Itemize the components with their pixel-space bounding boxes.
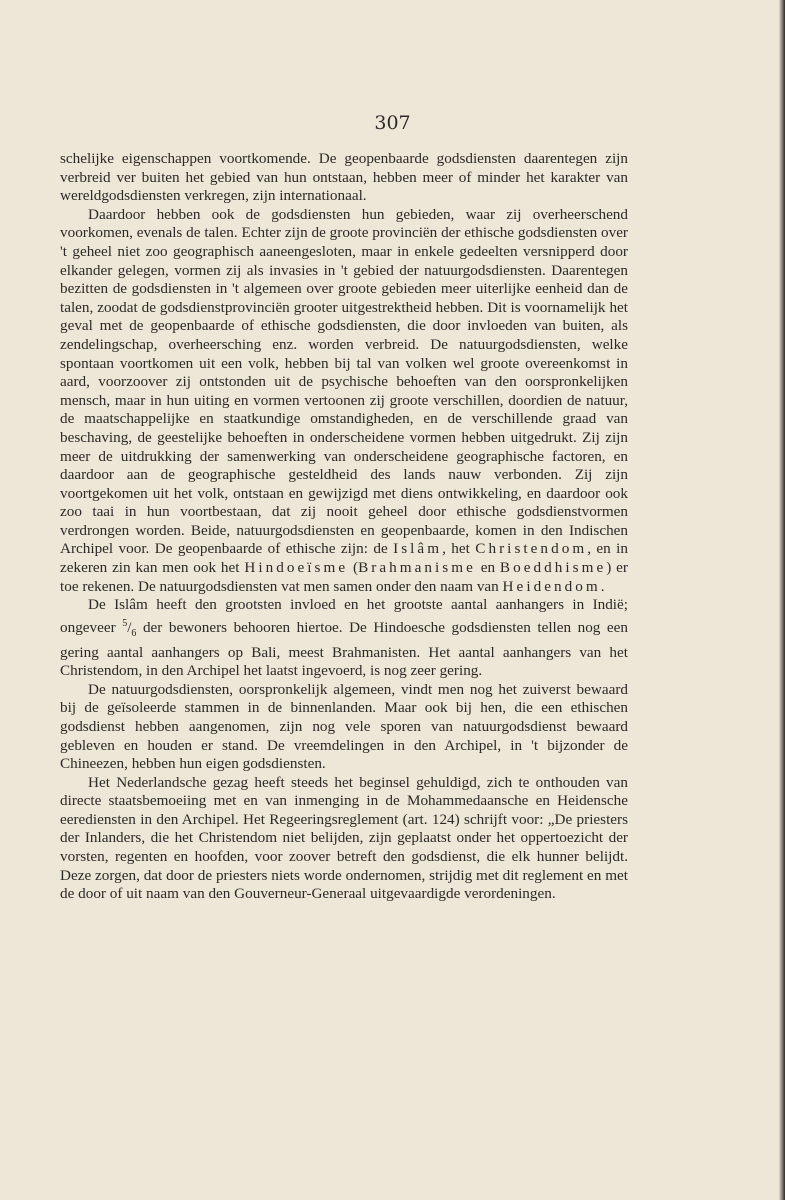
paragraph-2-text-a: Daardoor hebben ook de godsdiensten hun gebieden, waar zij overheerschend voorkomen, evenals de talen. Echter zijn de groote provinciën der ethische godsdiensten over 't geheel niet zoo geographisch aaneengesloten, maar in enkele gedeelten versnipperd door elkander gelegen, vormen zij als invasies in 't gebied der natuurgodsdiensten. Daarentegen bezitten de godsdiensten in 't algemeen over groote gebieden meer uiterlijke eenheid dan de talen, zoodat de godsdienstprovinciën grooter uitgestrektheid hebben. Dit is voornamelijk het geval met de geopenbaarde of ethische godsdiensten, die door invloeden van buiten, als zendelingschap, overheersching enz. worden verbreid. De natuurgodsdiensten, welke spontaan voortkomen uit een volk, hebben bij tal van volken wel groote overeenkomst in aard, voorzoover zij ontstonden uit de psychische behoeften van den oorspronkelijken mensch, maar in hun uiting en vormen vertoonen zij groote verschillen, doordien de natuur, de maatschappelijke en staatkundige omstandigheden, en de verschillende graad van beschaving, de geestelijke behoeften in onderscheidene vormen hebben uitgedrukt. Zij zijn meer de uitdrukking der samenwerking van onderscheidene geographische factoren, en daardoor aan de geographische gesteldheid des lands nauw verbonden. Zij zijn voortgekomen uit het volk, ontstaan en gewijzigd met diens ontwikkeling, en daardoor ook zoo taai in hun voortbestaan, dat zij nooit geheel door ethische godsdienstvormen verdrongen worden. Beide, natuurgodsdiensten en geopenbaarde, komen in den Indischen Archipel voor. De geopenbaarde of ethische zijn: de — [60, 205, 628, 558]
paragraph-5 — [60, 774, 628, 904]
fraction-denominator: 6 — [131, 627, 137, 639]
fraction-five-sixths — [122, 617, 137, 639]
paragraph-4 — [60, 681, 628, 774]
term-hindoeisme: Hindoeïsme — [244, 559, 349, 577]
paragraph-2 — [60, 206, 628, 596]
paragraph-2-text-c: , en in zekeren zin kan men ook het — [60, 540, 628, 577]
term-heidendom: Heidendom — [502, 577, 601, 595]
page-number: 307 — [374, 112, 411, 134]
paragraph-1 — [60, 150, 628, 206]
term-islam: Islâm — [393, 540, 443, 558]
fraction-numerator: 5 — [122, 617, 128, 629]
paragraph-4-text: De natuurgodsdiensten, oorspronkelijk algemeen, vindt men nog het zuiverst bewaard bij de geïsoleerde stammen in de binnenlanden. Maar ook bij hen, die een ethischen godsdienst hebben aangenomen, zijn nog vele sporen van natuurgodsdienst bewaard gebleven en houden er stand. De vreemdelingen in den Archipel, in 't bijzonder de Chineezen, hebben hun eigen godsdiensten. — [60, 680, 628, 773]
term-boeddhisme: Boeddhisme — [499, 559, 607, 577]
term-christendom: Christendom — [475, 540, 588, 558]
paragraph-3-text-a: De Islâm heeft den grootsten invloed en het grootste aantal aanhangers in Indië; ongeveer — [60, 596, 628, 636]
paragraph-1-text: schelijke eigenschappen voortkomende. De geopenbaarde godsdiensten daarentegen zijn verbreid ver buiten het gebied van hun ontstaan, hebben meer of minder het karakter van wereldgodsdiensten verkregen, zijn internationaal. — [60, 150, 628, 205]
paragraph-2-text-b: , het — [442, 540, 476, 558]
paragraph-2-text-e: en — [475, 559, 500, 577]
paragraph-2-text-d: ( — [348, 559, 359, 577]
paragraph-3-text-b: der bewoners behooren hiertoe. De Hindoesche godsdiensten tellen nog een gering aantal aanhangers op Bali, meest Brahmanisten. Het aantal aanhangers van het Christendom, in den Archipel het laatst ingevoerd, is nog zeer gering. — [60, 618, 628, 680]
paragraph-2-text-f: ) er toe rekenen. De natuurgodsdiensten vat men samen onder den naam van — [60, 559, 628, 595]
body-text — [60, 150, 628, 904]
paragraph-2-text-g: . — [600, 577, 605, 595]
term-brahmanisme: Brahmanisme — [358, 559, 476, 577]
fraction-slash: / — [127, 618, 132, 636]
paragraph-3 — [60, 596, 628, 680]
paragraph-5-text: Het Nederlandsche gezag heeft steeds het beginsel gehuldigd, zich te onthouden van directe staatsbemoeiing met en van inmenging in de Mohammedaansche en Heidensche eerediensten in den Archipel. Het Regeeringsreglement (art. 124) schrijft voor: „De priesters der Inlanders, die het Christendom niet belijden, zijn geplaatst onder het oppertoezicht der vorsten, regenten en hoofden, voor zoover betreft den godsdienst, die elk hunner belijdt. Deze zorgen, dat door de priesters niets worde ondernomen, strijdig met dit reglement en met de door of uit naam van den Gouverneur-Generaal uitgevaardigde verordeningen. — [60, 773, 628, 903]
